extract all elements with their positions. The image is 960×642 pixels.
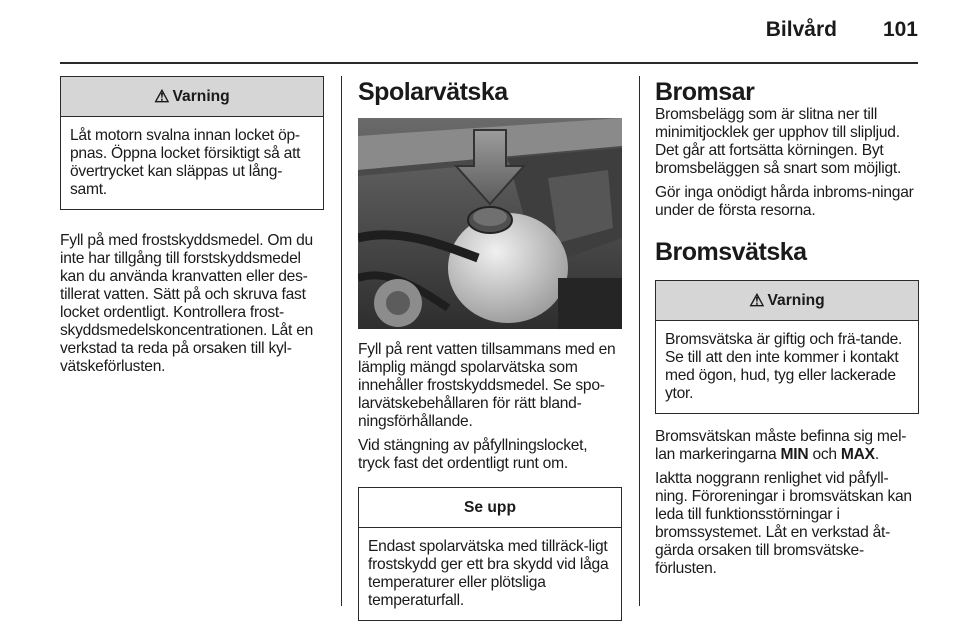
section-heading-washer-fluid: Spolarvätska (358, 78, 508, 106)
warning-box-brake-fluid (655, 280, 919, 414)
level-text: . (874, 446, 879, 463)
warning-text: Bromsvätska är giftig och frä-tande. Se till att den inte kommer i kontakt med ögon, hud, tyg eller lackerade ytor. (665, 331, 903, 402)
level-text: och (808, 446, 841, 463)
warning-box-coolant (60, 76, 324, 210)
column-1 (60, 76, 324, 382)
section-title: Bilvård (765, 18, 837, 41)
warning-title: Varning (172, 87, 230, 105)
brake-fluid-level-paragraph (655, 428, 919, 464)
caution-title: Se upp (464, 498, 516, 516)
washer-fluid-paragraph-2: Vid stängning av påfyllningslocket, tryck fast det ordentligt runt om. (358, 437, 588, 472)
section-heading-brake-fluid: Bromsvätska (655, 238, 807, 266)
column-divider (639, 76, 640, 606)
level-text: Bromsvätskan måste befinna sig mel-lan markeringarna (655, 428, 907, 463)
brake-fluid-cleanliness-paragraph: Iaktta noggrann renlighet vid påfyll-ning. Föroreningar i bromsvätskan kan leda till funktionsstörningar i bromssystemet. Låt en verkstad åt-gärda orsaken till bromsvätske-förlusten. (655, 470, 912, 577)
coolant-paragraph: Fyll på med frostskyddsmedel. Om du inte har tillgång till forstskyddsmedel kan du använda kranvatten eller des-tillerat vatten. Sätt på och skruva fast locket ordentligt. Kontrollera frost-skyddsmedelskoncentrationen. Låt en verkstad ta reda på orsaken till kyl-vätskeförlusten. (60, 232, 314, 375)
warning-title: Varning (767, 291, 825, 309)
washer-fluid-reservoir-photo (358, 118, 622, 329)
warning-box-header (656, 281, 918, 321)
max-label: MAX (840, 446, 875, 463)
warning-box-header (61, 77, 323, 117)
washer-fluid-paragraph-1: Fyll på rent vatten tillsammans med en lämplig mängd spolarvätska som innehåller frostskyddsmedel. Se spo-larvätskebehållaren för rätt bland-ningsförhållande. (358, 341, 616, 430)
header-rule (60, 62, 918, 64)
warning-triangle-icon: ⚠ (749, 290, 765, 310)
section-heading-brakes: Bromsar (655, 78, 755, 106)
warning-text: Låt motorn svalna innan locket öp-pnas. Öppna locket försiktigt så att övertrycket kan släppas ut lång-samt. (70, 127, 301, 198)
column-3 (655, 76, 919, 584)
page-number: 101 (882, 18, 918, 41)
caution-box (358, 487, 622, 621)
engine-bay-illustration (358, 118, 622, 329)
min-label: MIN (780, 446, 809, 463)
page-header (766, 18, 918, 42)
caution-text: Endast spolarvätska med tillräck-ligt frostskydd ger ett bra skydd vid låga temperaturer eller plötsliga temperaturfall. (368, 538, 609, 609)
warning-triangle-icon: ⚠ (154, 86, 170, 106)
column-2 (358, 76, 622, 621)
brakes-paragraph-2: Gör inga onödigt hårda inbroms-ningar under de första resorna. (655, 184, 914, 219)
brakes-paragraph-1: Bromsbelägg som är slitna ner till minimitjocklek ger upphov till slipljud. Det går att fortsätta körningen. Byt bromsbeläggen så snart som möjligt. (655, 106, 902, 177)
caution-box-header (359, 488, 621, 528)
column-divider (341, 76, 342, 606)
